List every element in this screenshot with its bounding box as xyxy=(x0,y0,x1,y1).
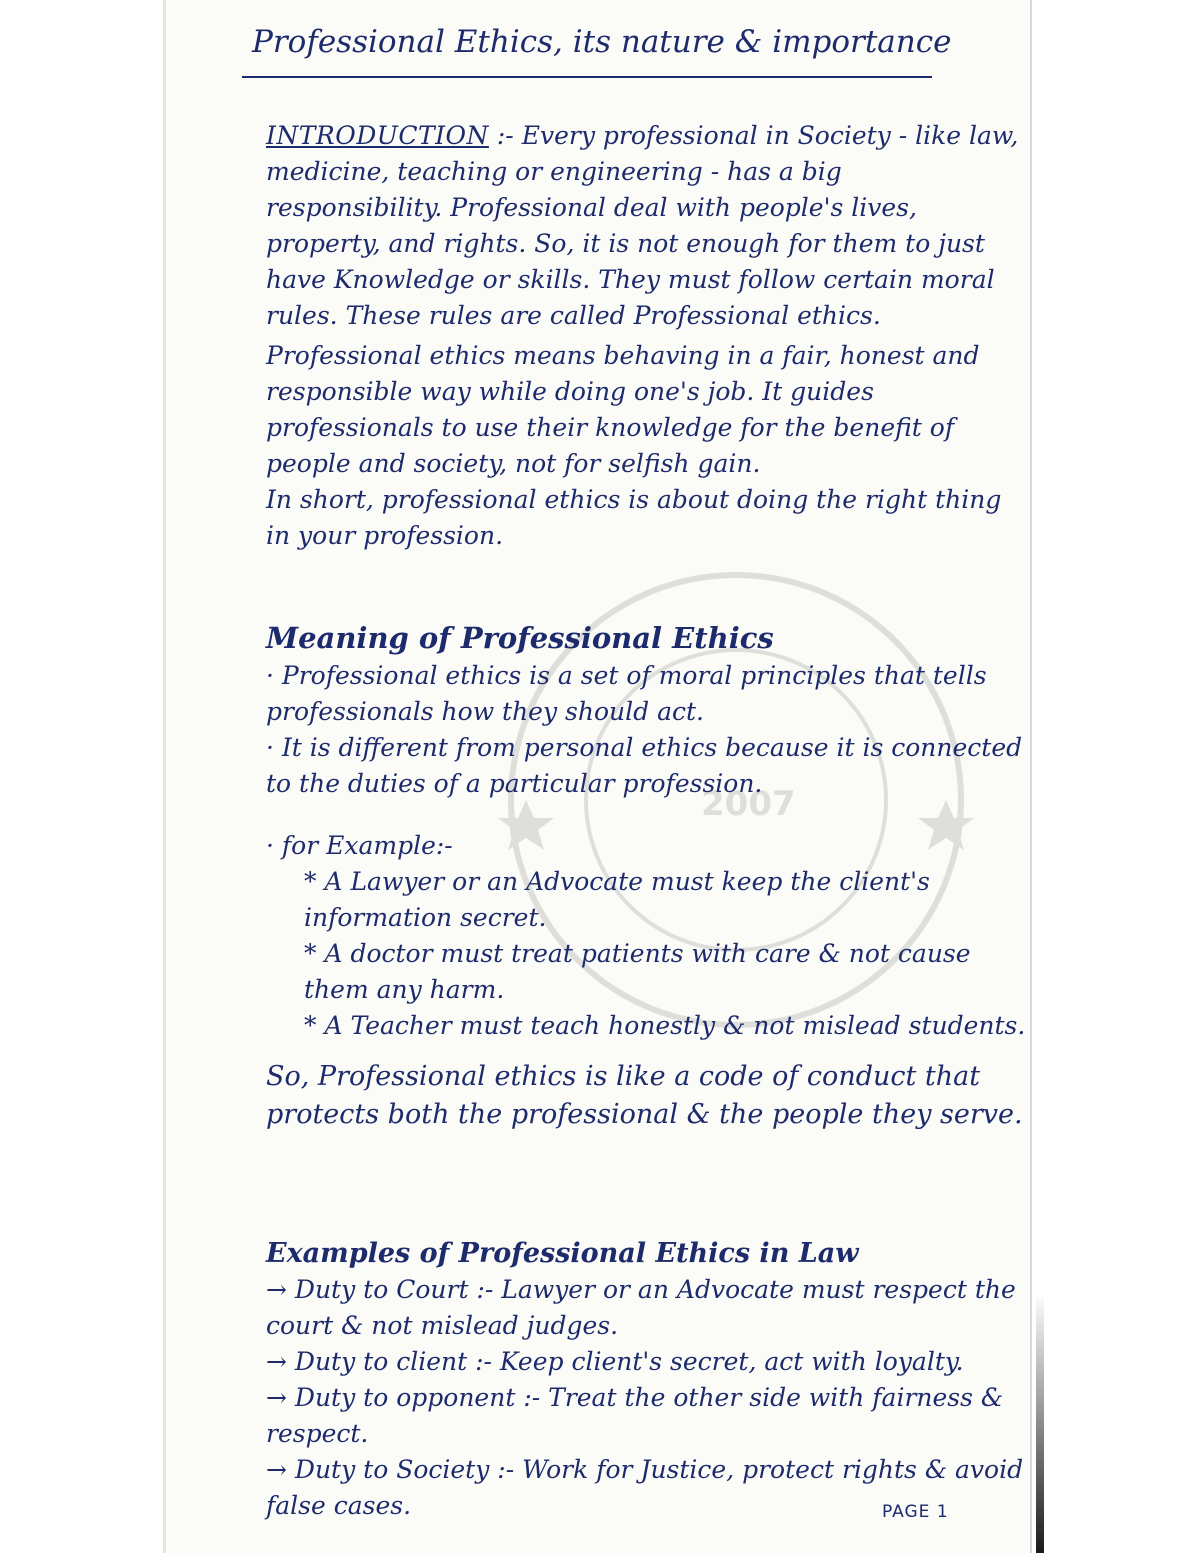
example-label: · for Example:- xyxy=(266,831,453,860)
example-item: * A Teacher must teach honestly & not mislead students. xyxy=(304,1011,1026,1040)
example-item: * A Lawyer or an Advocate must keep the client's information secret. xyxy=(304,867,930,932)
example-item-text: A Teacher must teach honestly & not mislead students. xyxy=(324,1011,1026,1040)
duty-item: → Duty to opponent :- Treat the other side with fairness & respect. xyxy=(266,1383,1004,1448)
introduction-separator: :- xyxy=(496,121,514,150)
introduction-section xyxy=(266,118,1026,554)
svg-text:2007: 2007 xyxy=(701,784,796,824)
example-item-text: A Lawyer or an Advocate must keep the client's information secret. xyxy=(304,867,930,932)
duty-text: Treat the other side with fairness & respect. xyxy=(266,1383,1004,1448)
scan-right-margin xyxy=(1030,0,1200,1553)
duty-item: → Duty to client :- Keep client's secret, act with loyalty. xyxy=(266,1347,964,1376)
meaning-points xyxy=(266,658,1026,802)
duty-label: Duty to opponent xyxy=(294,1383,516,1412)
page-title: Professional Ethics, its nature & importance xyxy=(252,24,952,60)
meaning-point: · It is different from personal ethics because it is connected to the duties of a particular profession. xyxy=(266,733,1023,798)
duty-label: Duty to client xyxy=(294,1347,468,1376)
example-list xyxy=(266,864,1026,1044)
introduction-text-1: Every professional in Society - like law, medicine, teaching or engineering - has a big responsibility. Professional deal with people's lives, property, and rights. So, it is not enough for them to just have Knowledge or skills. They must follow certain moral rules. These rules are called Professional ethics. xyxy=(266,121,1019,330)
law-examples-heading: Examples of Professional Ethics in Law xyxy=(266,1238,859,1269)
meaning-heading: Meaning of Professional Ethics xyxy=(266,621,774,655)
introduction-paragraph-1 xyxy=(266,118,1026,334)
meaning-conclusion: So, Professional ethics is like a code of conduct that protects both the professional & the people they serve. xyxy=(266,1061,1023,1130)
meaning-point-text: Professional ethics is a set of moral principles that tells professionals how they should act. xyxy=(266,661,987,726)
notebook-page xyxy=(166,0,1030,1553)
example-item: * A doctor must treat patients with care & not cause them any harm. xyxy=(304,939,971,1004)
introduction-heading: INTRODUCTION xyxy=(266,121,489,150)
meaning-point: · Professional ethics is a set of moral principles that tells professionals how they should act. xyxy=(266,661,987,726)
meaning-point-text: It is different from personal ethics because it is connected to the duties of a particular profession. xyxy=(266,733,1023,798)
duty-label: Duty to Society xyxy=(294,1455,490,1484)
duty-text: Work for Justice, protect rights & avoid false cases. xyxy=(266,1455,1024,1520)
example-item-text: A doctor must treat patients with care & not cause them any harm. xyxy=(304,939,971,1004)
example-label-text: for Example:- xyxy=(281,831,453,860)
introduction-paragraph-3: In short, professional ethics is about doing the right thing in your profession. xyxy=(266,485,1002,550)
duty-text: Keep client's secret, act with loyalty. xyxy=(499,1347,964,1376)
scan-left-margin xyxy=(0,0,166,1553)
page-number: PAGE 1 xyxy=(882,1502,949,1522)
duty-item: → Duty to Court :- Lawyer or an Advocate must respect the court & not mislead judges. xyxy=(266,1275,1016,1340)
duty-text: Lawyer or an Advocate must respect the court & not mislead judges. xyxy=(266,1275,1016,1340)
meaning-section xyxy=(266,618,1026,1134)
law-examples-section xyxy=(266,1236,1026,1524)
introduction-paragraph-2: Professional ethics means behaving in a fair, honest and responsible way while doing one's job. It guides professionals to use their knowledge for the benefit of people and society, not for selfish gain. xyxy=(266,341,980,478)
title-underline xyxy=(242,76,932,78)
law-duties-list xyxy=(266,1272,1026,1524)
duty-label: Duty to Court xyxy=(294,1275,469,1304)
duty-item: → Duty to Society :- Work for Justice, protect rights & avoid false cases. xyxy=(266,1455,1024,1520)
binding-shadow xyxy=(1036,1293,1044,1553)
